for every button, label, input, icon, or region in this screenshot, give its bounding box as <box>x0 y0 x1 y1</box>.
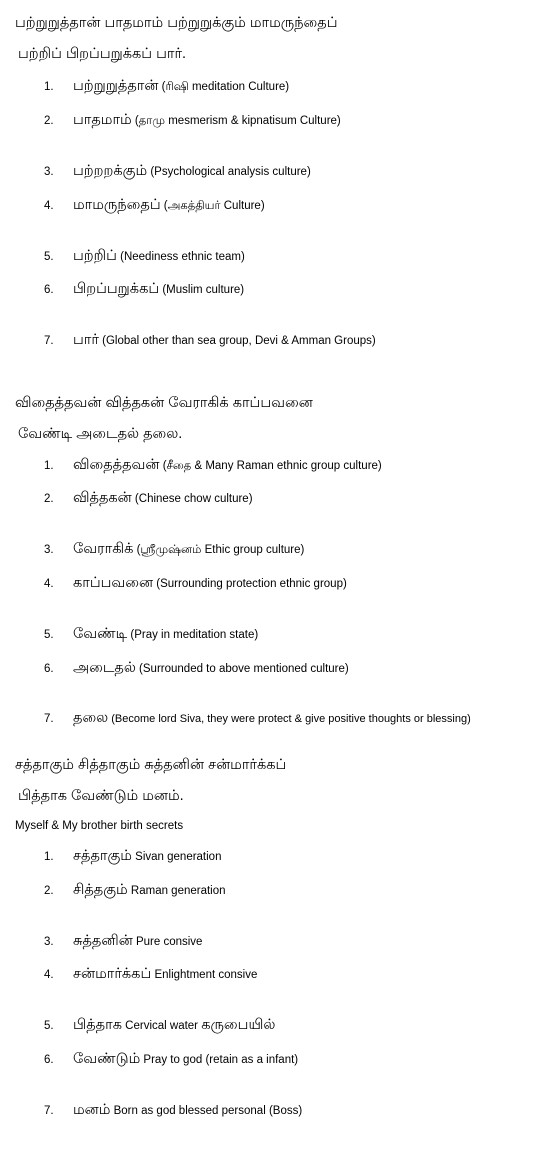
tamil-word: காப்பவனை <box>73 575 154 591</box>
verse2-line1: விதைத்தவன் வித்தகன் வேராகிக் காப்பவனை <box>15 395 313 411</box>
list-number: 7. <box>44 335 54 347</box>
list-item <box>73 77 289 96</box>
list-item <box>73 881 226 900</box>
gloss-text: (Chinese chow culture) <box>131 493 253 505</box>
list-item <box>73 932 202 951</box>
list-number: 3. <box>44 166 54 178</box>
gloss-text: (Pray in meditation state) <box>127 629 259 641</box>
list-number: 3. <box>44 544 54 556</box>
list-number: 6. <box>44 284 54 296</box>
list-item <box>73 247 245 266</box>
tamil-word: வேண்டி <box>73 626 128 642</box>
gloss-text: (Muslim culture) <box>159 284 245 296</box>
list-number: 3. <box>44 936 54 948</box>
tamil-word: பற்றறக்கும் <box>73 163 148 179</box>
list-item <box>73 111 341 130</box>
list-number: 4. <box>44 969 54 981</box>
tamil-word: பாதமாம் <box>73 112 132 128</box>
tamil-word: சத்தாகும் <box>73 848 132 864</box>
verse3-line2: பித்தாக வேண்டும் மனம். <box>18 788 184 804</box>
tamil-word: வித்தகன் <box>73 490 132 506</box>
list-number: 1. <box>44 81 54 93</box>
list-number: 1. <box>44 460 54 472</box>
tamil-word: தலை <box>73 710 109 726</box>
gloss-text: (அகத்தியர் Culture) <box>160 200 265 212</box>
note-text: Myself & My brother birth secrets <box>15 820 184 832</box>
verse2-line2: வேண்டி அடைதல் தலை. <box>18 426 183 442</box>
list-number: 7. <box>44 1105 54 1117</box>
gloss-text: (Become lord Siva, they were protect & give positive thoughts or blessing) <box>108 713 471 725</box>
list-item <box>73 540 304 559</box>
verse1-line2: பற்றிப் பிறப்பறுக்கப் பார். <box>18 46 187 62</box>
tamil-word: மாமருந்தைப் <box>73 197 161 213</box>
gloss-text: Enlightment consive <box>151 969 258 981</box>
list-number: 2. <box>44 115 54 127</box>
gloss-text: (ஸ்ரீமுஷ்னம் Ethic group culture) <box>133 544 305 556</box>
list-number: 2. <box>44 493 54 505</box>
list-number: 5. <box>44 251 54 263</box>
list-item <box>73 456 382 475</box>
gloss-text: (Global other than sea group, Devi & Amman Groups) <box>98 335 376 347</box>
tamil-word: வேண்டும் <box>73 1051 141 1067</box>
gloss-text: Pray to god (retain as a infant) <box>140 1054 299 1066</box>
gloss-text: Raman generation <box>127 885 226 897</box>
gloss-text: (Surrounding protection ethnic group) <box>153 578 347 590</box>
tamil-word: அடைதல் <box>73 660 136 676</box>
verse3-line1: சத்தாகும் சித்தாகும் சுத்தனின் சன்மார்க்கப் <box>15 757 287 773</box>
gloss-text: (தாமு mesmerism & kipnatisum Culture) <box>131 115 341 127</box>
tamil-word: வேராகிக் <box>73 541 134 557</box>
list-item <box>73 1050 298 1069</box>
tamil-word: சித்தகும் <box>73 882 128 898</box>
list-number: 7. <box>44 713 54 725</box>
gloss-text: Sivan generation <box>131 851 222 863</box>
tamil-word: பற்றுறுத்தான் <box>73 78 159 94</box>
list-number: 6. <box>44 1054 54 1066</box>
tamil-word: சன்மார்க்கப் <box>73 966 152 982</box>
list-number: 6. <box>44 663 54 675</box>
tamil-word: பித்தாக <box>73 1017 122 1033</box>
list-item <box>73 574 347 593</box>
list-number: 4. <box>44 578 54 590</box>
tamil-word: சுத்தனின் <box>73 933 133 949</box>
list-item <box>73 847 221 866</box>
list-item <box>73 1016 275 1035</box>
list-number: 5. <box>44 629 54 641</box>
gloss-text: (Psychological analysis culture) <box>147 166 311 178</box>
tamil-word: பார் <box>73 332 99 348</box>
gloss-text: (Surrounded to above mentioned culture) <box>135 663 349 675</box>
list-item <box>73 1101 302 1120</box>
list-number: 2. <box>44 885 54 897</box>
list-item <box>73 625 258 644</box>
gloss-text: Pure consive <box>132 936 203 948</box>
tamil-word: பிறப்பறுக்கப் <box>73 281 160 297</box>
gloss-text: Born as god blessed personal (Boss) <box>110 1105 303 1117</box>
list-number: 5. <box>44 1020 54 1032</box>
verse1-line1: பற்றுறுத்தான் பாதமாம் பற்றுறுக்கும் மாமருந்தைப் <box>15 15 338 31</box>
tamil-word: மனம் <box>73 1102 111 1118</box>
list-item <box>73 280 244 299</box>
list-item <box>73 196 265 215</box>
tamil-word-tail: கருபையில் <box>201 1017 276 1033</box>
gloss-text: (ரிஷி meditation Culture) <box>158 81 290 93</box>
gloss-text: Cervical water <box>121 1020 202 1032</box>
tamil-word: பற்றிப் <box>73 248 117 264</box>
list-item <box>73 709 471 728</box>
gloss-text: (சீதை & Many Raman ethnic group culture) <box>159 460 382 472</box>
gloss-text: (Neediness ethnic team) <box>116 251 245 263</box>
list-number: 4. <box>44 200 54 212</box>
list-item <box>73 162 311 181</box>
list-item <box>73 489 253 508</box>
tamil-word: விதைத்தவன் <box>73 457 160 473</box>
list-item <box>73 331 376 350</box>
list-number: 1. <box>44 851 54 863</box>
list-item <box>73 659 349 678</box>
list-item <box>73 965 257 984</box>
